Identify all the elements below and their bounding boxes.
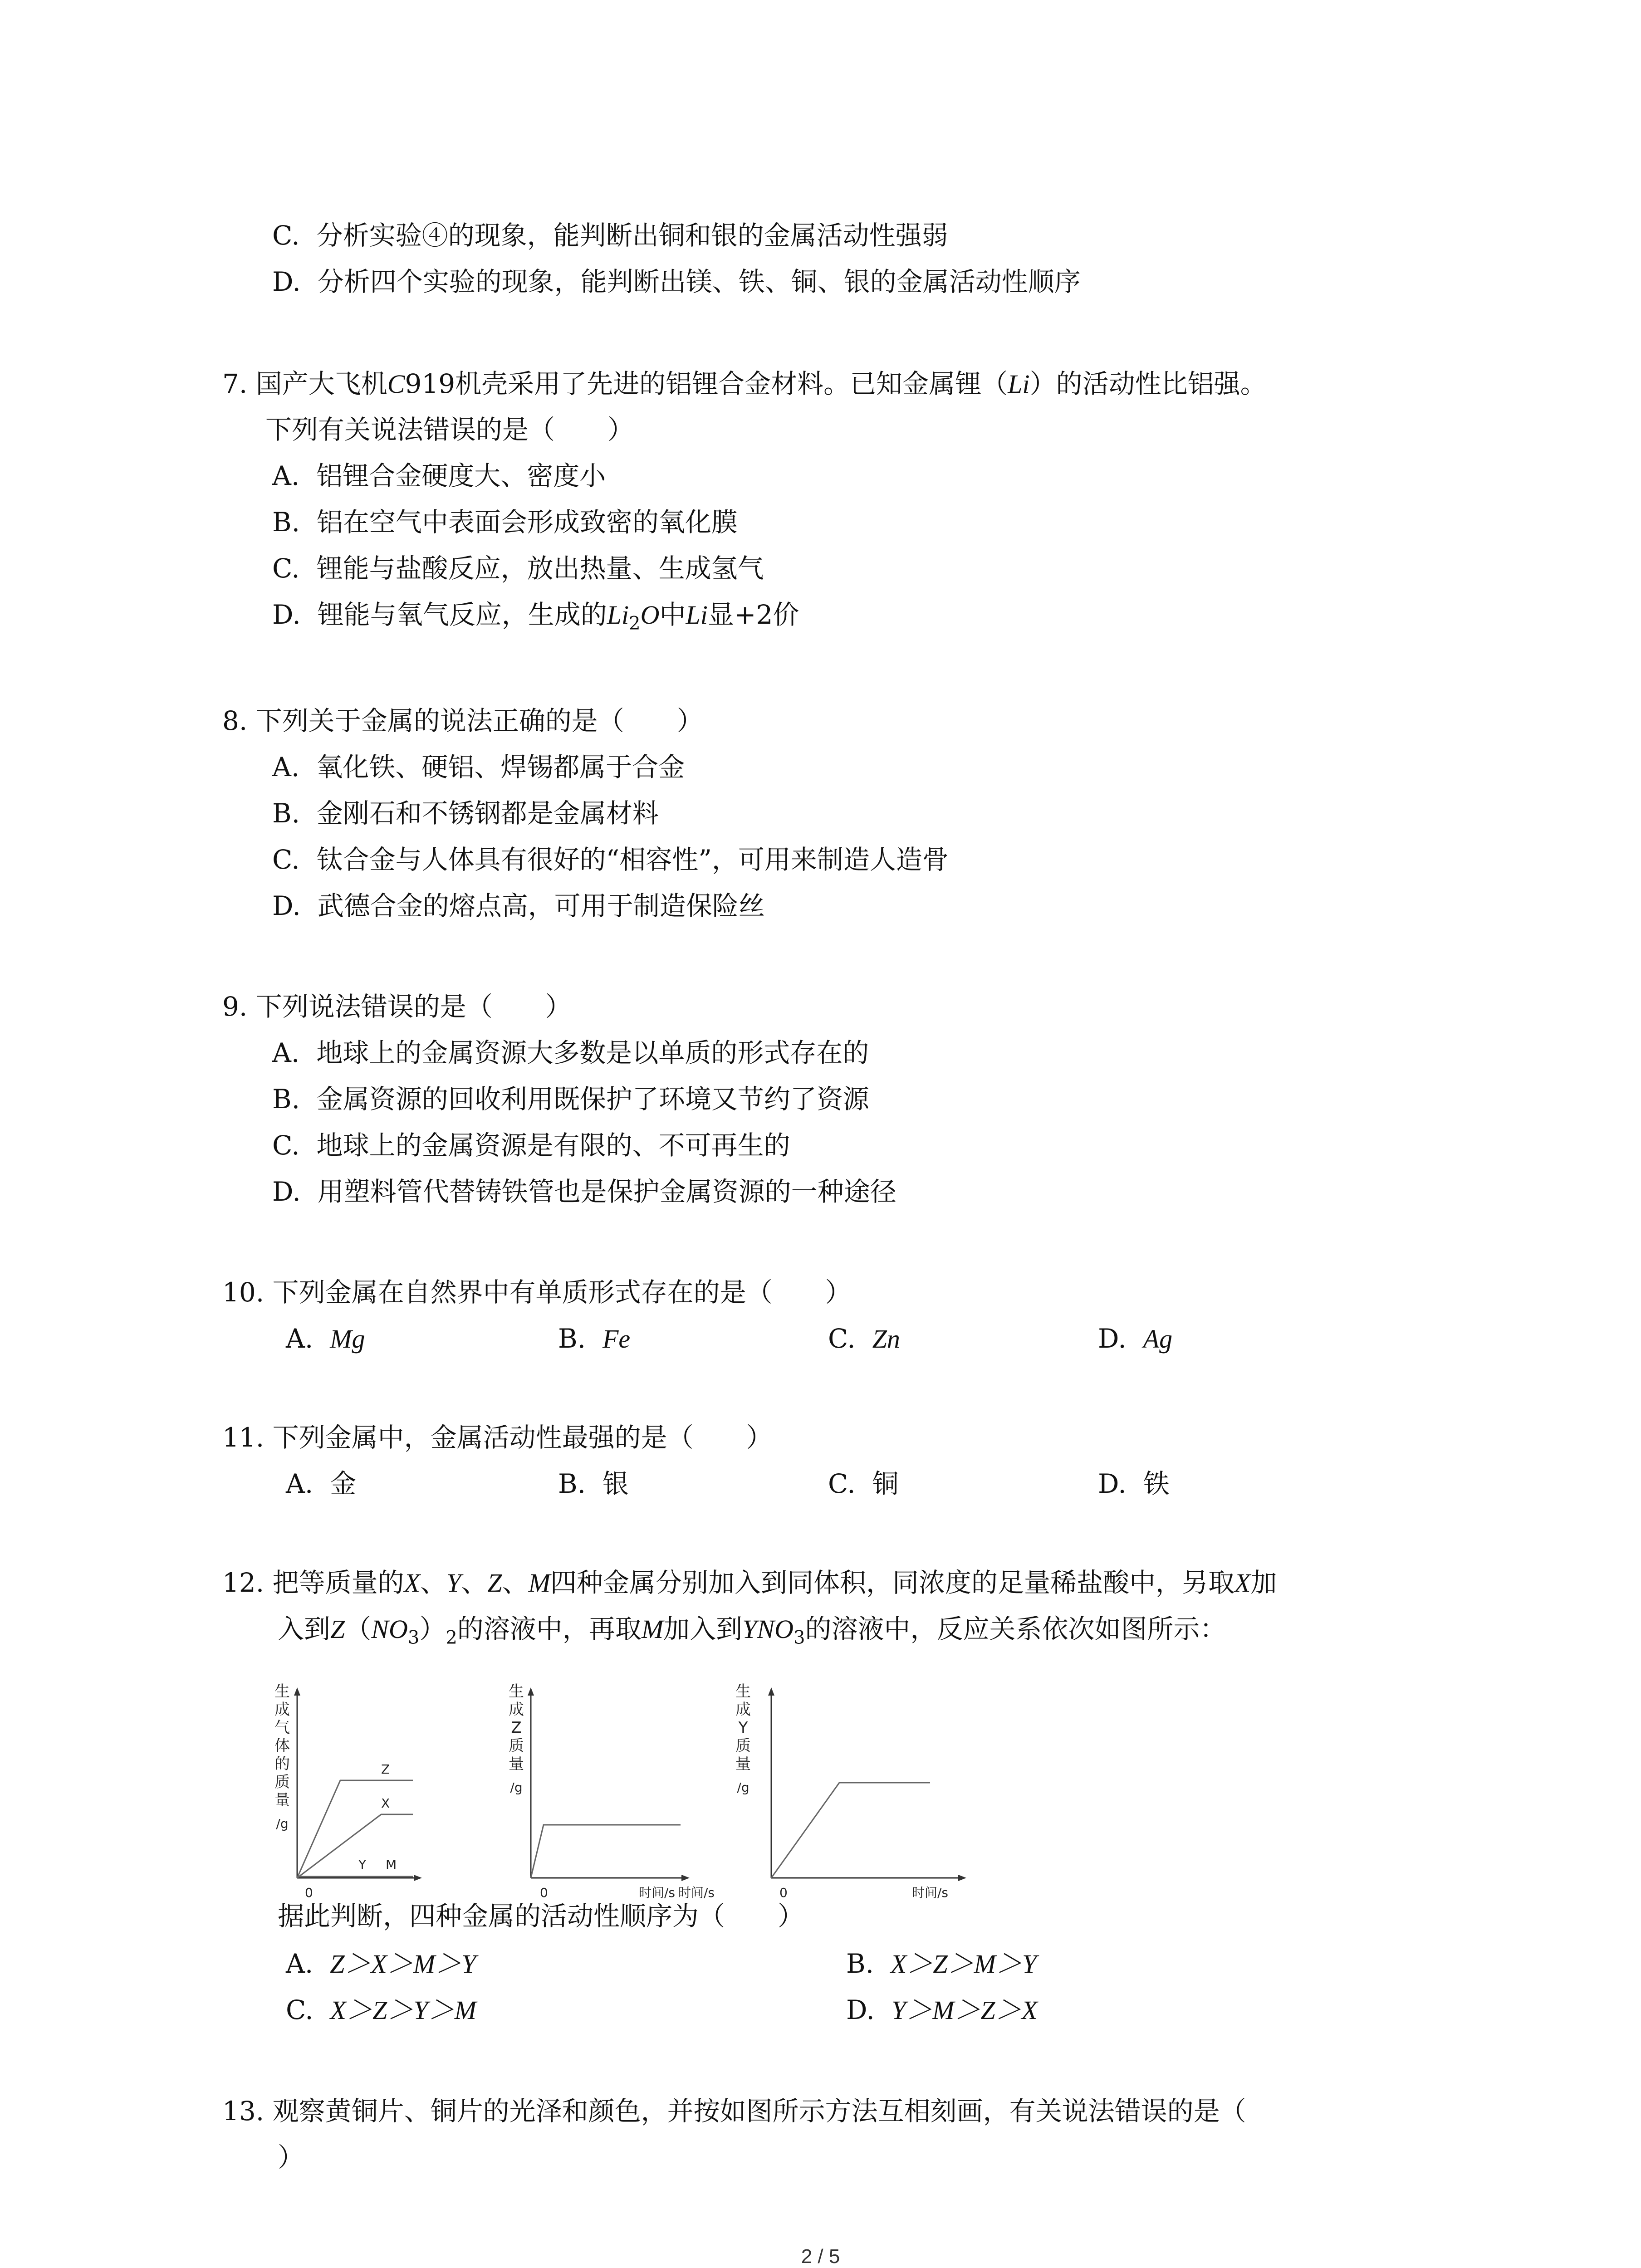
svg-text:生: 生	[735, 1682, 751, 1701]
x-axis-label: 时间/s	[639, 1885, 676, 1900]
q11-stem: 11. 下列金属中，金属活动性最强的是（ ）	[222, 1422, 773, 1453]
y-axis-label	[735, 1682, 751, 1795]
y-axis-label	[274, 1682, 290, 1831]
svg-text:量: 量	[509, 1755, 524, 1773]
origin-label: 0	[540, 1885, 548, 1900]
q7-option-d: D. 锂能与氧气反应，生成的$Li_2O$中Li显+2价	[272, 599, 799, 634]
svg-text:质: 质	[735, 1737, 751, 1755]
q12-option-d: D. Y＞M＞Z＞X	[846, 1994, 1038, 2025]
q6-option-d: D. 分析四个实验的现象，能判断出镁、铁、铜、银的金属活动性顺序	[272, 266, 1081, 297]
chart-gas-mass	[272, 1674, 422, 1905]
q8-option-d: D. 武德合金的熔点高，可用于制造保险丝	[272, 890, 765, 921]
q8-stem: 8. 下列关于金属的说法正确的是（ ）	[222, 705, 703, 736]
q12-option-c: C. X＞Z＞Y＞M	[286, 1994, 476, 2025]
q10-option-b: B. Fe	[558, 1323, 631, 1354]
q12-stem-line2: 入到$Z(NO_3)_2$的溶液中，再取M加入到$YNO_3$的溶液中，反应关系依次如图所示：	[278, 1613, 1226, 1648]
y-axis-label	[509, 1682, 524, 1795]
series-label-x: X	[381, 1796, 390, 1811]
svg-text:质: 质	[509, 1737, 524, 1755]
x-axis-label: 时间/s	[912, 1885, 949, 1900]
q9-option-c: C. 地球上的金属资源是有限的、不可再生的	[272, 1130, 790, 1161]
q13-stem-line2: ）	[278, 2142, 304, 2173]
chart-z-mass	[504, 1674, 690, 1905]
svg-text:气: 气	[274, 1719, 290, 1737]
svg-text:/g: /g	[276, 1816, 289, 1831]
q7-option-a: A. 铝锂合金硬度大、密度小	[272, 460, 606, 491]
svg-text:生: 生	[509, 1682, 524, 1701]
y-axis-arrow	[528, 1687, 534, 1696]
x-axis-arrow	[958, 1875, 966, 1881]
page-number: 2 / 5	[801, 2245, 840, 2268]
q11-option-c: C. 铜	[828, 1468, 899, 1499]
svg-text:质: 质	[274, 1773, 290, 1791]
q6-option-c: C. 分析实验④的现象，能判断出铜和银的金属活动性强弱	[272, 220, 948, 251]
svg-text:成: 成	[509, 1701, 524, 1719]
svg-text:/g: /g	[737, 1780, 749, 1795]
q9-option-d: D. 用塑料管代替铸铁管也是保护金属资源的一种途径	[272, 1176, 896, 1207]
q12-option-b: B. X＞Z＞M＞Y	[846, 1948, 1037, 1979]
q8-option-a: A. 氧化铁、硬铝、焊锡都属于合金	[272, 752, 685, 782]
x-axis-arrow	[414, 1875, 422, 1881]
q7-stem-line2: 下列有关说法错误的是（ ）	[265, 414, 634, 445]
q8-option-b: B. 金刚石和不锈钢都是金属材料	[272, 798, 659, 829]
svg-text:量: 量	[274, 1791, 290, 1809]
q9-option-a: A. 地球上的金属资源大多数是以单质的形式存在的	[272, 1037, 869, 1068]
svg-text:Z: Z	[511, 1719, 522, 1737]
x-axis-arrow	[681, 1875, 690, 1881]
q12-option-a: A. Z＞X＞M＞Y	[286, 1948, 476, 1979]
svg-text:生: 生	[274, 1682, 290, 1701]
svg-text:/g: /g	[510, 1780, 523, 1795]
q11-option-b: B. 银	[558, 1468, 629, 1499]
origin-label: 0	[305, 1885, 313, 1900]
svg-text:体: 体	[274, 1737, 290, 1755]
q8-option-c: C. 钛合金与人体具有很好的“相容性”，可用来制造人造骨	[272, 844, 949, 875]
svg-text:成: 成	[274, 1701, 290, 1719]
y-axis-arrow	[294, 1687, 300, 1696]
q10-option-a: A. Mg	[286, 1323, 365, 1354]
q9-option-b: B. 金属资源的回收利用既保护了环境又节约了资源	[272, 1084, 869, 1114]
y-axis-arrow	[768, 1687, 774, 1696]
q10-option-c: C. Zn	[828, 1323, 900, 1354]
q10-stem: 10. 下列金属在自然界中有单质形式存在的是（ ）	[222, 1277, 852, 1308]
q11-option-d: D. 铁	[1098, 1468, 1170, 1499]
svg-text:成: 成	[735, 1701, 751, 1719]
x-axis-label: 时间/s	[678, 1885, 715, 1900]
q11-option-a: A. 金	[286, 1468, 357, 1499]
q9-stem: 9. 下列说法错误的是（ ）	[222, 991, 572, 1022]
q7-stem: 7. 国产大飞机C919机壳采用了先进的铝锂合金材料。已知金属锂（Li）的活动性比铝强。	[222, 368, 1267, 399]
series-label-y: Y	[358, 1857, 367, 1872]
q10-option-d: D. Ag	[1098, 1323, 1173, 1354]
svg-text:Y: Y	[738, 1719, 748, 1737]
series-label-z: Z	[381, 1762, 390, 1777]
q7-option-c: C. 锂能与盐酸反应，放出热量、生成氢气	[272, 553, 764, 584]
series-line	[531, 1825, 681, 1878]
q7-option-b: B. 铝在空气中表面会形成致密的氧化膜	[272, 507, 738, 538]
origin-label: 0	[779, 1885, 788, 1900]
q12-stem: 12. 把等质量的X、Y、Z、M四种金属分别加入到同体积，同浓度的足量稀盐酸中，另取X加	[222, 1567, 1277, 1598]
series-line	[771, 1783, 930, 1878]
q12-judge: 据此判断，四种金属的活动性顺序为（ ）	[278, 1901, 804, 1931]
chart-y-mass	[730, 1674, 966, 1905]
svg-text:的: 的	[274, 1755, 290, 1773]
svg-text:量: 量	[735, 1755, 751, 1773]
q13-stem: 13. 观察黄铜片、铜片的光泽和颜色，并按如图所示方法互相刻画，有关说法错误的是（	[222, 2096, 1246, 2126]
series-label-m: M	[386, 1857, 397, 1872]
